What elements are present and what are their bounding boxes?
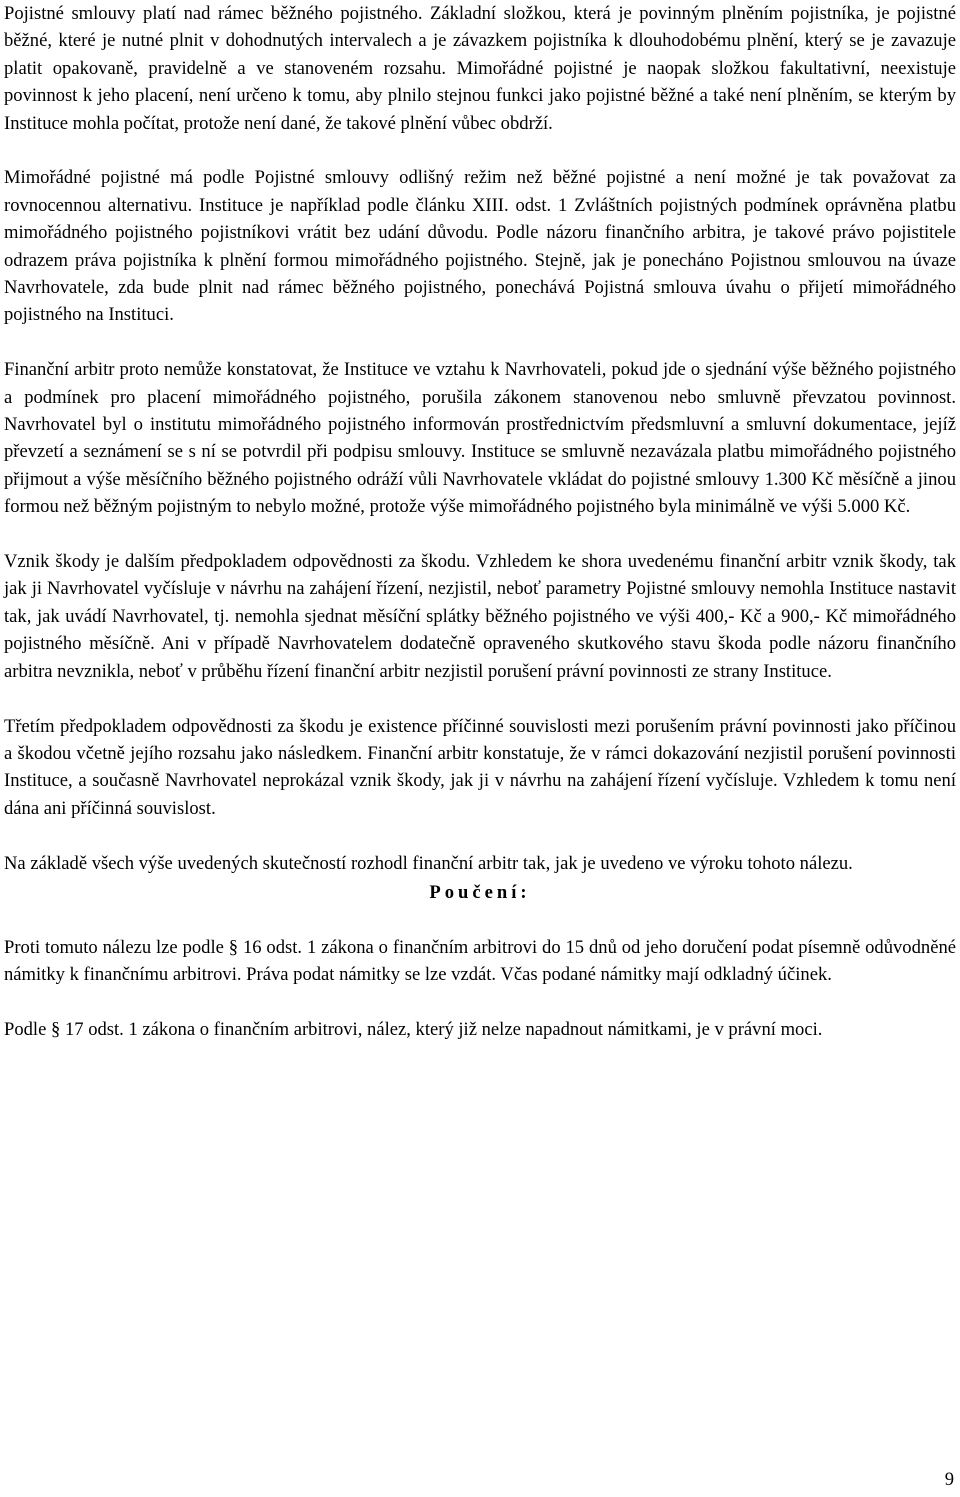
- paragraph-decision: Na základě všech výše uvedených skutečností rozhodl finanční arbitr tak, jak je uvedeno ve výroku tohoto nálezu.: [4, 852, 853, 874]
- paragraph-no-breach-of-duty: Finanční arbitr proto nemůže konstatovat, že Instituce ve vztahu k Navrhovateli, pokud jde o sjednání výše běžného pojistného a podmínek pro placení mimořádného pojistného, porušila zákonem stanovenou nebo smluvně převzatou povinnost. Navrhovatel byl o institutu mimořádného pojistného informován prostřednictvím předsmluvní a smluvní dokumentace, jejíž převzetí a seznámení se s ní se potvrdil při podpisu smlouvy. Instituce se smluvně nezavázala platbu mimořádného pojistného přijmout a výše měsíčního běžného pojistného odráží vůli Navrhovatele vkládat do pojistné smlouvy 1.300 Kč měsíčně a jinou formou než běžným pojistným to nebylo možné, protože výše mimořádného pojistného byla minimálně ve výši 5.000 Kč.: [4, 359, 956, 518]
- page-number: 9: [944, 1469, 954, 1490]
- paragraph-extraordinary-premium-regime: Mimořádné pojistné má podle Pojistné smlouvy odlišný režim než běžné pojistné a není možné je tak považovat za rovnocennou alternativu. Instituce je například podle článku XIII. odst. 1 Zvláštních pojistných podmínek oprávněna platbu mimořádného pojistného pojistníkovi vrátit bez udání důvodu. Podle názoru finančního arbitra, je takové právo pojistitele odrazem práva pojistníka k plnění formou mimořádného pojistného. Stejně, jak je ponecháno Pojistnou smlouvou na úvaze Navrhovatele, zda bude plnit nad rámec běžného pojistného, ponechává Pojistná smlouva úvahu o přijetí mimořádného pojistného na Instituci.: [4, 167, 956, 326]
- paragraph-legal-force: Podle § 17 odst. 1 zákona o finančním arbitrovi, nález, který již nelze napadnout námitkami, je v právní moci.: [4, 1018, 823, 1040]
- document-page: [4, 0, 956, 1071]
- paragraph-damage: Vznik škody je dalším předpokladem odpovědnosti za škodu. Vzhledem ke shora uvedenému finanční arbitr vznik škody, tak jak ji Navrhovatel vyčísluje v návrhu na zahájení řízení, nezjistil, neboť parametry Pojistné smlouvy nemohla Instituce nastavit tak, jak uvádí Navrhovatel, tj. nemohla sjednat měsíční splátky běžného pojistného ve výši 400,- Kč a 900,- Kč mimořádného pojistného měsíčně. Ani v případě Navrhovatelem dodatečně opraveného skutkového stavu škoda podle názoru finančního arbitra nevznikla, neboť v průběhu řízení finanční arbitr nezjistil porušení právní povinnosti ze strany Instituce.: [4, 551, 956, 682]
- paragraph-causal-link: Třetím předpokladem odpovědnosti za škodu je existence příčinné souvislosti mezi porušením právní povinnosti jako příčinou a škodou včetně jejího rozsahu jako následkem. Finanční arbitr konstatuje, že v rámci dokazování nezjistil porušení povinnosti Instituce, a současně Navrhovatel neprokázal vznik škody, jak ji v návrhu na zahájení řízení vyčísluje. Vzhledem k tomu není dána ani příčinná souvislost.: [4, 715, 956, 819]
- paragraph-premium-types: Pojistné smlouvy platí nad rámec běžného pojistného. Základní složkou, která je povinným plněním pojistníka, je pojistné běžné, které je nutné plnit v dohodnutých intervalech a je závazkem pojistníka k dlouhodobému plnění, který se je zavazuje platit opakovaně, pravidelně a ve stanoveném rozsahu. Mimořádné pojistné je naopak složkou fakultativní, neexistuje povinnost k jeho placení, není určeno k tomu, aby plnilo stejnou funkci jako pojistné běžné a také není plněním, se kterým by Instituce mohla počítat, protože není dané, že takové plnění vůbec obdrží.: [4, 3, 956, 134]
- paragraph-objections: Proti tomuto nálezu lze podle § 16 odst. 1 zákona o finančním arbitrovi do 15 dnů od jeho doručení podat písemně odůvodněné námitky k finančnímu arbitrovi. Práva podat námitky se lze vzdát. Včas podané námitky mají odkladný účinek.: [4, 936, 956, 986]
- instruction-heading: Poučení:: [429, 881, 531, 903]
